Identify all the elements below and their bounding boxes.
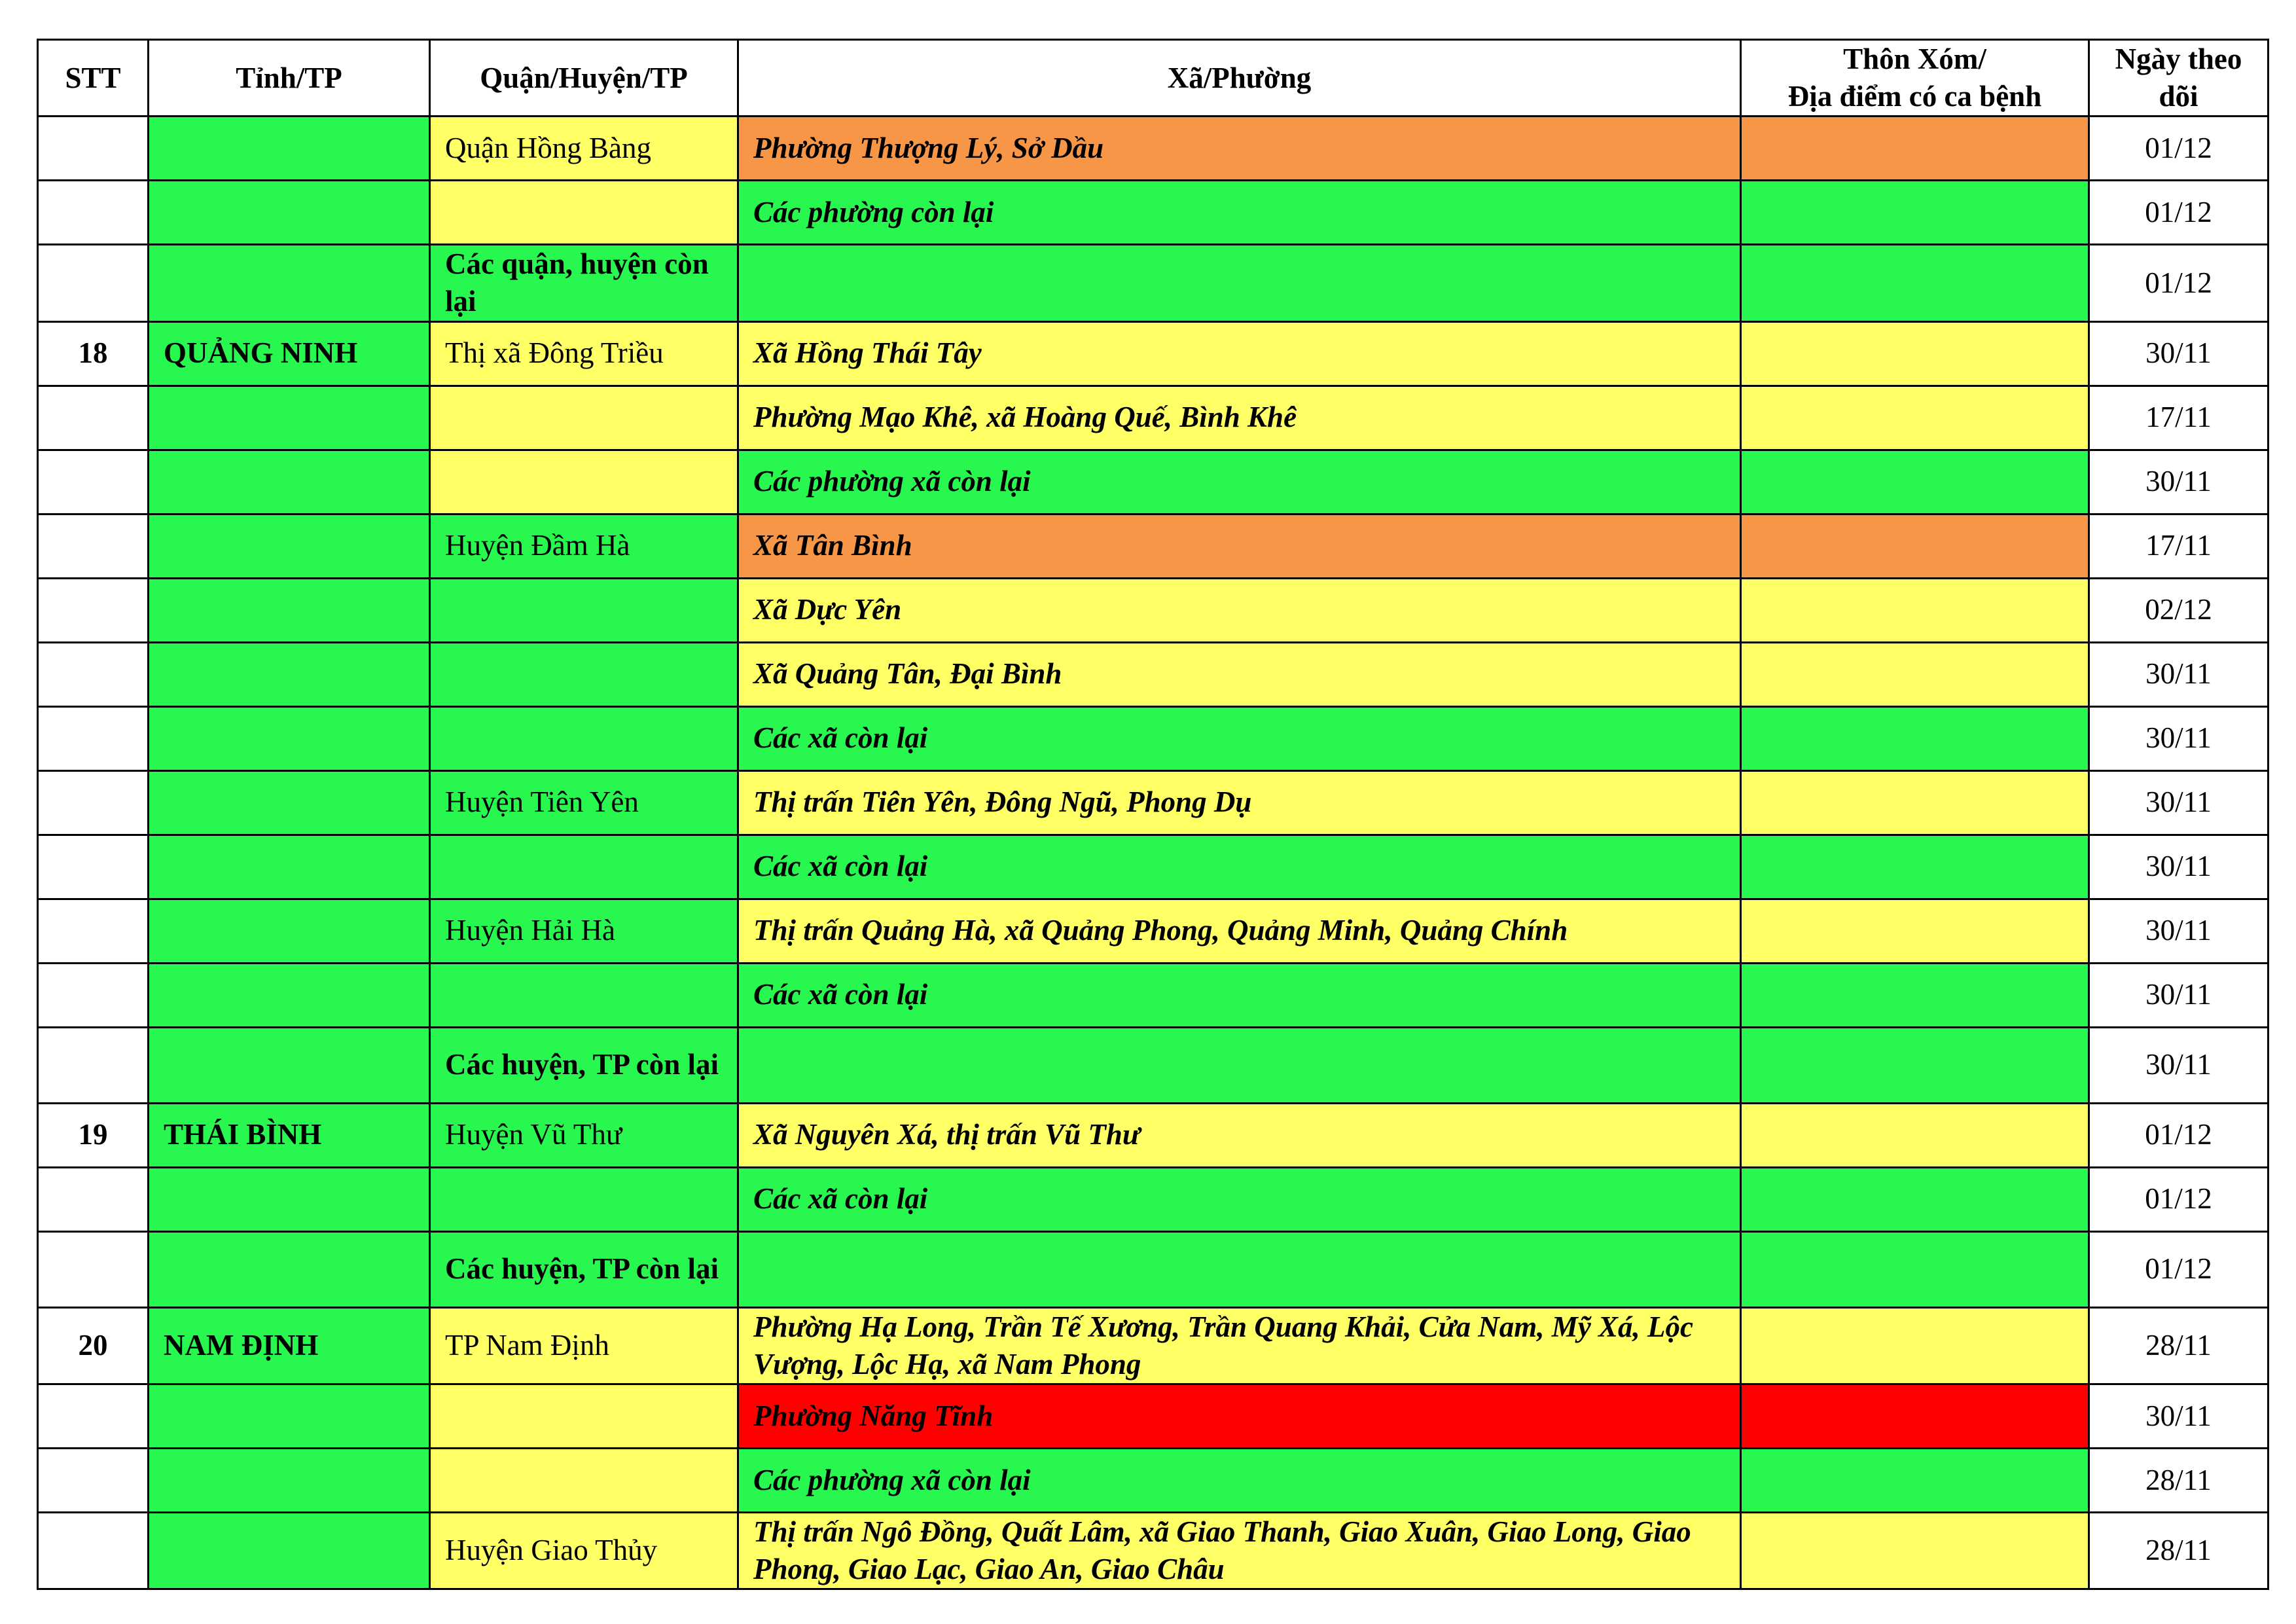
table-row	[38, 1103, 2269, 1167]
stt-cell	[38, 578, 149, 642]
stt-cell: 18	[38, 321, 149, 386]
date-cell: 30/11	[2089, 321, 2269, 386]
table-row	[38, 706, 2269, 770]
district-cell	[430, 835, 738, 899]
header-date: Ngày theo dõi	[2089, 40, 2269, 117]
date-cell: 01/12	[2089, 181, 2269, 245]
ward-cell: Xã Nguyên Xá, thị trấn Vũ Thư	[738, 1103, 1741, 1167]
ward-cell: Các xã còn lại	[738, 835, 1741, 899]
date-cell: 28/11	[2089, 1512, 2269, 1589]
ward-cell: Thị trấn Quảng Hà, xã Quảng Phong, Quảng Minh, Quảng Chính	[738, 899, 1741, 963]
stt-cell	[38, 181, 149, 245]
date-cell: 30/11	[2089, 770, 2269, 835]
table-row	[38, 1448, 2269, 1512]
table-row	[38, 1027, 2269, 1103]
district-cell: Các huyện, TP còn lại	[430, 1231, 738, 1307]
location-cell	[1741, 1231, 2089, 1307]
location-cell	[1741, 1448, 2089, 1512]
table-row	[38, 450, 2269, 514]
province-cell	[149, 181, 430, 245]
table-row	[38, 1167, 2269, 1231]
province-cell	[149, 578, 430, 642]
ward-cell: Phường Mạo Khê, xã Hoàng Quế, Bình Khê	[738, 386, 1741, 450]
stt-cell	[38, 1027, 149, 1103]
district-cell: Huyện Tiên Yên	[430, 770, 738, 835]
date-cell: 30/11	[2089, 450, 2269, 514]
ward-cell: Phường Thượng Lý, Sở Dầu	[738, 117, 1741, 181]
stt-cell	[38, 1231, 149, 1307]
ward-cell: Thị trấn Ngô Đồng, Quất Lâm, xã Giao Thanh, Giao Xuân, Giao Long, Giao Phong, Giao Lạc, Giao An, Giao Châu	[738, 1512, 1741, 1589]
date-cell: 01/12	[2089, 245, 2269, 321]
district-cell: Huyện Đầm Hà	[430, 514, 738, 578]
province-cell	[149, 245, 430, 321]
date-cell: 02/12	[2089, 578, 2269, 642]
province-cell	[149, 450, 430, 514]
table-row	[38, 514, 2269, 578]
ward-cell: Xã Quảng Tân, Đại Bình	[738, 642, 1741, 706]
table-row	[38, 386, 2269, 450]
ward-cell	[738, 1231, 1741, 1307]
date-cell: 30/11	[2089, 706, 2269, 770]
province-cell	[149, 117, 430, 181]
table-body	[38, 117, 2269, 1589]
table-row	[38, 181, 2269, 245]
stt-cell	[38, 1384, 149, 1448]
province-cell: QUẢNG NINH	[149, 321, 430, 386]
table-row	[38, 1512, 2269, 1589]
table-row	[38, 1231, 2269, 1307]
province-cell	[149, 1231, 430, 1307]
date-cell: 01/12	[2089, 1231, 2269, 1307]
province-cell: THÁI BÌNH	[149, 1103, 430, 1167]
district-cell	[430, 386, 738, 450]
stt-cell	[38, 835, 149, 899]
table-row	[38, 578, 2269, 642]
header-location: Thôn Xóm/ Địa điểm có ca bệnh	[1741, 40, 2089, 117]
district-cell	[430, 1384, 738, 1448]
district-cell	[430, 1448, 738, 1512]
province-cell	[149, 963, 430, 1027]
district-cell: Quận Hồng Bàng	[430, 117, 738, 181]
ward-cell: Các xã còn lại	[738, 706, 1741, 770]
header-ward: Xã/Phường	[738, 40, 1741, 117]
location-cell	[1741, 1512, 2089, 1589]
table-row	[38, 245, 2269, 321]
header-stt: STT	[38, 40, 149, 117]
province-cell	[149, 1384, 430, 1448]
location-cell	[1741, 1384, 2089, 1448]
stt-cell	[38, 706, 149, 770]
district-cell: Thị xã Đông Triều	[430, 321, 738, 386]
location-cell	[1741, 514, 2089, 578]
stt-cell: 19	[38, 1103, 149, 1167]
location-cell	[1741, 1167, 2089, 1231]
date-cell: 30/11	[2089, 1027, 2269, 1103]
stt-cell	[38, 963, 149, 1027]
ward-cell: Xã Hồng Thái Tây	[738, 321, 1741, 386]
province-cell	[149, 1027, 430, 1103]
location-cell	[1741, 1103, 2089, 1167]
ward-cell: Xã Tân Bình	[738, 514, 1741, 578]
date-cell: 01/12	[2089, 1167, 2269, 1231]
date-cell: 28/11	[2089, 1307, 2269, 1384]
date-cell: 30/11	[2089, 963, 2269, 1027]
province-cell	[149, 642, 430, 706]
stt-cell	[38, 1167, 149, 1231]
stt-cell	[38, 899, 149, 963]
stt-cell	[38, 245, 149, 321]
district-cell	[430, 706, 738, 770]
district-cell: TP Nam Định	[430, 1307, 738, 1384]
monitoring-table	[37, 39, 2269, 1590]
district-cell	[430, 1167, 738, 1231]
table-row	[38, 899, 2269, 963]
table-row	[38, 770, 2269, 835]
header-row	[38, 40, 2269, 117]
header-province: Tỉnh/TP	[149, 40, 430, 117]
table-row	[38, 117, 2269, 181]
date-cell: 01/12	[2089, 117, 2269, 181]
table-row	[38, 963, 2269, 1027]
ward-cell: Xã Dực Yên	[738, 578, 1741, 642]
stt-cell	[38, 514, 149, 578]
stt-cell	[38, 117, 149, 181]
ward-cell: Các xã còn lại	[738, 1167, 1741, 1231]
stt-cell: 20	[38, 1307, 149, 1384]
district-cell	[430, 450, 738, 514]
location-cell	[1741, 245, 2089, 321]
district-cell	[430, 642, 738, 706]
province-cell: NAM ĐỊNH	[149, 1307, 430, 1384]
ward-cell: Các phường xã còn lại	[738, 1448, 1741, 1512]
district-cell	[430, 963, 738, 1027]
ward-cell: Phường Hạ Long, Trần Tế Xương, Trần Quang Khải, Cửa Nam, Mỹ Xá, Lộc Vượng, Lộc Hạ, xã Nam Phong	[738, 1307, 1741, 1384]
stt-cell	[38, 450, 149, 514]
location-cell	[1741, 386, 2089, 450]
location-cell	[1741, 963, 2089, 1027]
ward-cell	[738, 245, 1741, 321]
district-cell: Các huyện, TP còn lại	[430, 1027, 738, 1103]
stt-cell	[38, 386, 149, 450]
location-cell	[1741, 770, 2089, 835]
table-row	[38, 642, 2269, 706]
province-cell	[149, 1512, 430, 1589]
table-row	[38, 1307, 2269, 1384]
stt-cell	[38, 1448, 149, 1512]
location-cell	[1741, 117, 2089, 181]
date-cell: 28/11	[2089, 1448, 2269, 1512]
date-cell: 01/12	[2089, 1103, 2269, 1167]
table-row	[38, 835, 2269, 899]
date-cell: 30/11	[2089, 899, 2269, 963]
district-cell	[430, 578, 738, 642]
date-cell: 17/11	[2089, 386, 2269, 450]
district-cell: Huyện Hải Hà	[430, 899, 738, 963]
location-cell	[1741, 321, 2089, 386]
location-cell	[1741, 1027, 2089, 1103]
stt-cell	[38, 642, 149, 706]
province-cell	[149, 770, 430, 835]
date-cell: 17/11	[2089, 514, 2269, 578]
province-cell	[149, 514, 430, 578]
province-cell	[149, 1448, 430, 1512]
province-cell	[149, 706, 430, 770]
province-cell	[149, 835, 430, 899]
ward-cell: Thị trấn Tiên Yên, Đông Ngũ, Phong Dụ	[738, 770, 1741, 835]
district-cell: Các quận, huyện còn lại	[430, 245, 738, 321]
ward-cell: Phường Năng Tĩnh	[738, 1384, 1741, 1448]
province-cell	[149, 386, 430, 450]
location-cell	[1741, 181, 2089, 245]
ward-cell: Các phường xã còn lại	[738, 450, 1741, 514]
province-cell	[149, 899, 430, 963]
location-cell	[1741, 578, 2089, 642]
location-cell	[1741, 835, 2089, 899]
stt-cell	[38, 1512, 149, 1589]
province-cell	[149, 1167, 430, 1231]
ward-cell: Các phường còn lại	[738, 181, 1741, 245]
ward-cell: Các xã còn lại	[738, 963, 1741, 1027]
location-cell	[1741, 706, 2089, 770]
ward-cell	[738, 1027, 1741, 1103]
location-cell	[1741, 642, 2089, 706]
table-row	[38, 1384, 2269, 1448]
date-cell: 30/11	[2089, 1384, 2269, 1448]
location-cell	[1741, 450, 2089, 514]
location-cell	[1741, 1307, 2089, 1384]
district-cell: Huyện Giao Thủy	[430, 1512, 738, 1589]
district-cell: Huyện Vũ Thư	[430, 1103, 738, 1167]
location-cell	[1741, 899, 2089, 963]
header-district: Quận/Huyện/TP	[430, 40, 738, 117]
table-row	[38, 321, 2269, 386]
date-cell: 30/11	[2089, 835, 2269, 899]
stt-cell	[38, 770, 149, 835]
district-cell	[430, 181, 738, 245]
date-cell: 30/11	[2089, 642, 2269, 706]
